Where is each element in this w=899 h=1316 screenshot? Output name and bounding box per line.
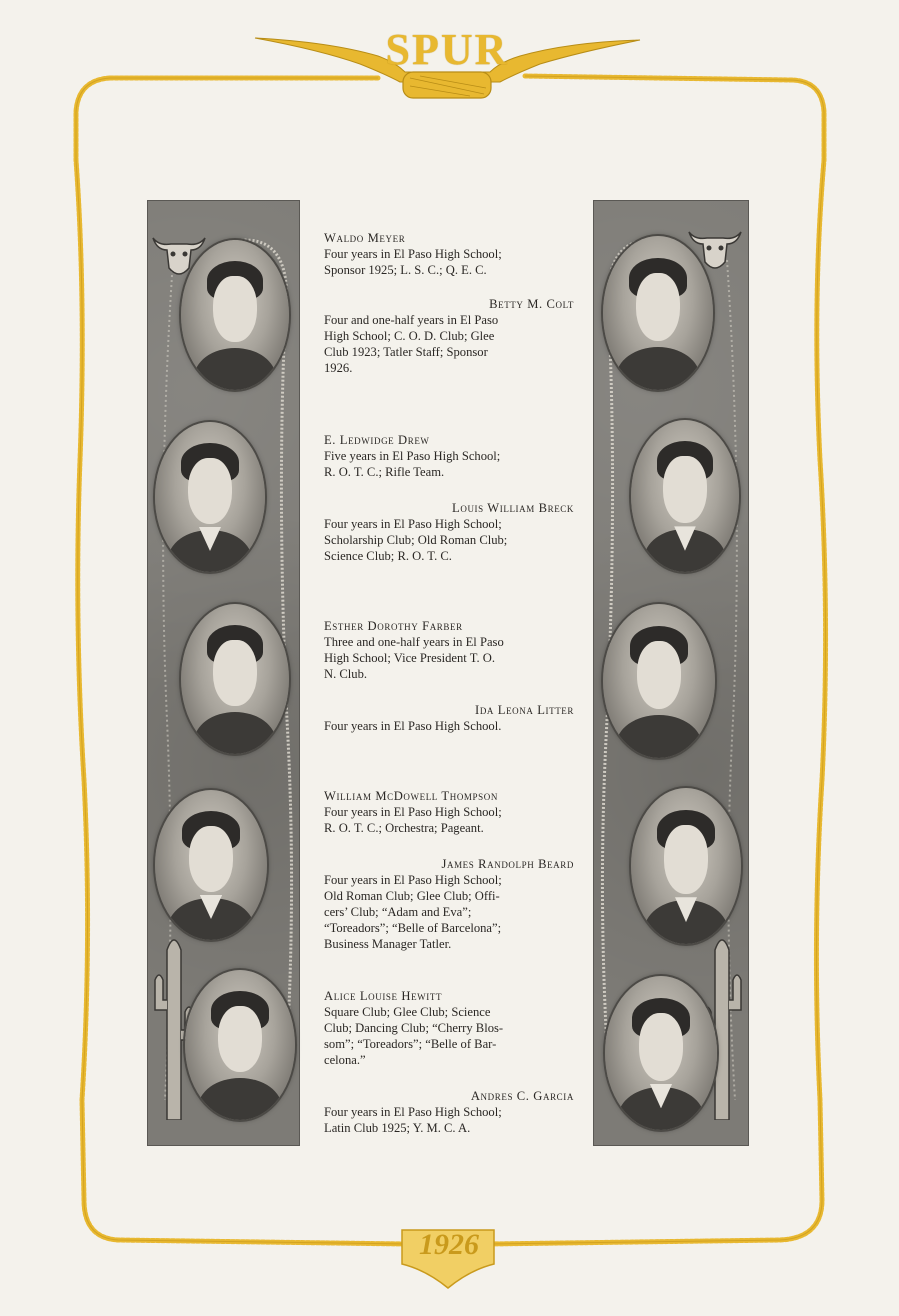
bio-line: celona.” bbox=[324, 1053, 366, 1067]
bio-line: “Toreadors”; “Belle of Barcelona”; bbox=[324, 921, 502, 935]
bio-entry bbox=[324, 1088, 574, 1136]
portrait-e-ledwidge-drew bbox=[155, 422, 265, 572]
portrait-alice-louise-hewitt bbox=[185, 970, 295, 1120]
portrait-waldo-meyer bbox=[181, 240, 289, 390]
portrait-william-mcdowell-thompson bbox=[155, 790, 267, 940]
bio-line: Four years in El Paso High School; bbox=[324, 1105, 502, 1119]
bio-line: 1926. bbox=[324, 361, 353, 375]
footer-year: 1926 bbox=[419, 1228, 479, 1261]
student-name: Andres C. Garcia bbox=[470, 1089, 574, 1103]
student-name: Waldo Meyer bbox=[324, 231, 406, 245]
bio-line: Four years in El Paso High School. bbox=[324, 719, 502, 733]
portrait-louis-william-breck bbox=[631, 420, 739, 572]
bio-line: Sponsor 1925; L. S. C.; Q. E. C. bbox=[324, 263, 487, 277]
student-name: Esther Dorothy Farber bbox=[324, 619, 463, 633]
bio-line: Four years in El Paso High School; bbox=[324, 247, 502, 261]
bio-entry bbox=[324, 432, 574, 480]
bio-line: Four years in El Paso High School; bbox=[324, 873, 502, 887]
bio-entry bbox=[324, 788, 574, 836]
bio-entry bbox=[324, 230, 574, 278]
student-name: James Randolph Beard bbox=[441, 857, 574, 871]
bio-line: Five years in El Paso High School; bbox=[324, 449, 501, 463]
bio-line: High School; C. O. D. Club; Glee bbox=[324, 329, 495, 343]
bio-line: som”; “Toreadors”; “Belle of Bar- bbox=[324, 1037, 497, 1051]
bio-line: Science Club; R. O. T. C. bbox=[324, 549, 452, 563]
bio-entry bbox=[324, 296, 574, 376]
bio-line: High School; Vice President T. O. bbox=[324, 651, 495, 665]
bio-entry bbox=[324, 856, 574, 952]
bio-line: Latin Club 1925; Y. M. C. A. bbox=[324, 1121, 471, 1135]
bio-line: N. Club. bbox=[324, 667, 368, 681]
student-name: Betty M. Colt bbox=[489, 297, 574, 311]
student-name: Ida Leona Litter bbox=[475, 703, 574, 717]
student-name: E. Ledwidge Drew bbox=[324, 433, 430, 447]
student-name: Alice Louise Hewitt bbox=[324, 989, 443, 1003]
bio-entry bbox=[324, 500, 574, 564]
portrait-esther-dorothy-farber bbox=[181, 604, 289, 754]
bio-entry bbox=[324, 988, 574, 1068]
page-title: SPUR bbox=[385, 25, 509, 74]
student-name: William McDowell Thompson bbox=[324, 789, 498, 803]
right-photo-column bbox=[593, 200, 749, 1146]
bio-line: Business Manager Tatler. bbox=[324, 937, 452, 951]
bio-line: Scholarship Club; Old Roman Club; bbox=[324, 533, 508, 547]
bio-entry bbox=[324, 702, 574, 734]
portrait-ida-leona-litter bbox=[603, 604, 715, 758]
bio-line: Old Roman Club; Glee Club; Offi- bbox=[324, 889, 500, 903]
bio-line: R. O. T. C.; Orchestra; Pageant. bbox=[324, 821, 484, 835]
portrait-james-randolph-beard bbox=[631, 788, 741, 944]
bio-line: Square Club; Glee Club; Science bbox=[324, 1005, 491, 1019]
portrait-betty-m-colt bbox=[603, 236, 713, 390]
bio-line: Four years in El Paso High School; bbox=[324, 517, 502, 531]
bio-entry bbox=[324, 618, 574, 682]
bio-line: R. O. T. C.; Rifle Team. bbox=[324, 465, 445, 479]
bio-line: Club 1923; Tatler Staff; Sponsor bbox=[324, 345, 488, 359]
bio-line: Three and one-half years in El Paso bbox=[324, 635, 504, 649]
student-name: Louis William Breck bbox=[452, 501, 574, 515]
bio-line: cers’ Club; “Adam and Eva”; bbox=[324, 905, 472, 919]
bio-line: Four and one-half years in El Paso bbox=[324, 313, 499, 327]
bio-line: Four years in El Paso High School; bbox=[324, 805, 502, 819]
left-photo-column bbox=[147, 200, 300, 1146]
bio-line: Club; Dancing Club; “Cherry Blos- bbox=[324, 1021, 504, 1035]
portrait-andres-c-garcia bbox=[605, 976, 717, 1130]
